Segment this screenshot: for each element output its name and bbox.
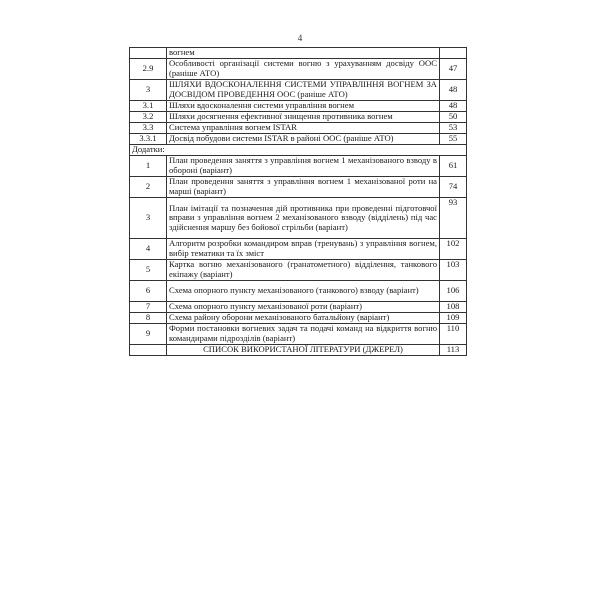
toc-row-page: 53: [440, 123, 467, 134]
appendix-row: [130, 313, 467, 324]
toc-row-page: 48: [440, 101, 467, 112]
page-number: 4: [297, 33, 303, 43]
toc-row: [130, 123, 467, 134]
toc-row-number: 3.3: [130, 123, 167, 134]
toc-row-number: 3.2: [130, 112, 167, 123]
toc-row-page: 50: [440, 112, 467, 123]
appendix-row: [130, 302, 467, 313]
appendix-row-number: 8: [130, 313, 167, 324]
toc-row-number: 3: [130, 80, 167, 101]
appendix-row-title: Схема опорного пункту механізованої роти (варіант): [167, 302, 440, 313]
appendix-row-page: 109: [440, 313, 467, 324]
appendix-row: [130, 198, 467, 239]
appendix-row-page: 102: [440, 239, 467, 260]
appendix-row: [130, 260, 467, 281]
appendix-row-title: План проведення заняття з управління вогнем 1 механізованої роти на марші (варіант): [167, 177, 440, 198]
toc-row-title: ШЛЯХИ ВДОСКОНАЛЕННЯ СИСТЕМИ УПРАВЛІННЯ ВОГНЕМ ЗА ДОСВІДОМ ПРОВЕДЕННЯ ООС (раніше АТО): [167, 80, 440, 101]
appendix-row: [130, 177, 467, 198]
appendix-row-number: 5: [130, 260, 167, 281]
appendix-row: [130, 281, 467, 302]
toc-row-title: Шляхи досягнення ефективної знищення противника вогнем: [167, 112, 440, 123]
appendix-row-title: Схема району оборони механізованого батальйону (варіант): [167, 313, 440, 324]
toc-row-page: 48: [440, 80, 467, 101]
appendix-row-number: 1: [130, 156, 167, 177]
appendix-row-number: 6: [130, 281, 167, 302]
appendix-row-title: Алгоритм розробки командиром вправ (тренувань) з управління вогнем, вибір тематики та їх зміст: [167, 239, 440, 260]
appendix-row-number: 2: [130, 177, 167, 198]
toc-row: [130, 80, 467, 101]
appendix-row-page: 108: [440, 302, 467, 313]
appendix-row-title: План імітації та позначення дій противника при проведенні підготовчої вправи з управління вогнем 2 механізованого взводу (відділень) під час здійснення маршу без бойової стрільби (варіант): [167, 198, 440, 239]
references-row: [130, 345, 467, 356]
appendix-row-page: 110: [440, 324, 467, 345]
appendix-row-title: Схема опорного пункту механізованого (танкового) взводу (варіант): [167, 281, 440, 302]
toc-row: [130, 101, 467, 112]
appendix-header-row: [130, 145, 467, 156]
appendix-row-page: 106: [440, 281, 467, 302]
appendix-row-page: 61: [440, 156, 467, 177]
appendix-row: [130, 156, 467, 177]
appendix-row-number: 9: [130, 324, 167, 345]
toc-row-page: [440, 48, 467, 59]
appendix-row: [130, 324, 467, 345]
toc-row: [130, 112, 467, 123]
toc-row-number: 3.1: [130, 101, 167, 112]
toc-row-number: 2.9: [130, 59, 167, 80]
toc-row: [130, 59, 467, 80]
references-row-number: [130, 345, 167, 356]
appendix-row-page: 74: [440, 177, 467, 198]
references-title: СПИСОК ВИКОРИСТАНОЇ ЛІТЕРАТУРИ (ДЖЕРЕЛ): [167, 345, 440, 356]
appendix-row-number: 4: [130, 239, 167, 260]
appendix-row-page: 93: [440, 198, 467, 239]
toc-row-page: 47: [440, 59, 467, 80]
appendix-row-title: Картка вогню механізованого (гранатометного) відділення, танкового екіпажу (варіант): [167, 260, 440, 281]
table-of-contents: [129, 47, 467, 356]
appendix-row: [130, 239, 467, 260]
toc-row-title: вогнем: [167, 48, 440, 59]
toc-row: [130, 48, 467, 59]
appendix-row-page: 103: [440, 260, 467, 281]
toc-row-page: 55: [440, 134, 467, 145]
toc-row-title: Досвід побудови системи ISTAR в районі ООС (раніше АТО): [167, 134, 440, 145]
toc-row-number: [130, 48, 167, 59]
appendix-label: Додатки:: [130, 145, 467, 156]
toc-row-title: Шляхи вдосконалення системи управління вогнем: [167, 101, 440, 112]
appendix-row-title: Форми постановки вогневих задач та подачі команд на відкриття вогню командирами підрозділів (варіант): [167, 324, 440, 345]
toc-row-title: Система управління вогнем ISTAR: [167, 123, 440, 134]
toc-row-title: Особливості організації системи вогню з урахуванням досвіду ООС (раніше АТО): [167, 59, 440, 80]
toc-row-number: 3.3.1: [130, 134, 167, 145]
appendix-row-number: 7: [130, 302, 167, 313]
appendix-row-number: 3: [130, 198, 167, 239]
toc-row: [130, 134, 467, 145]
appendix-row-title: План проведення заняття з управління вогнем 1 механізованого взводу в обороні (варіант): [167, 156, 440, 177]
references-page: 113: [440, 345, 467, 356]
